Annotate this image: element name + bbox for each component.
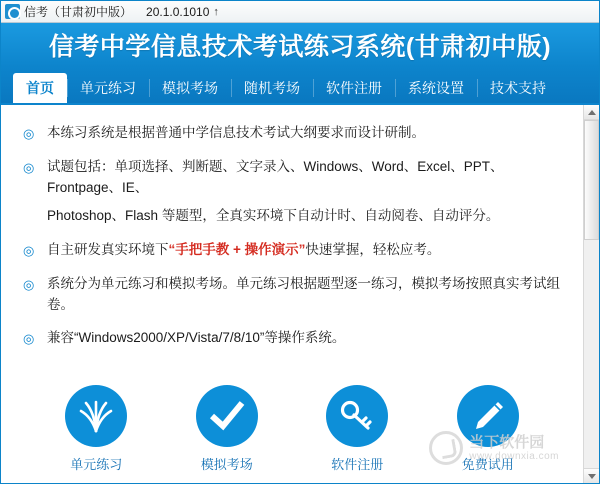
list-item-highlight: “手把手教 + 操作演示” (168, 241, 306, 257)
bullet-icon: ◎ (23, 159, 35, 175)
list-item (23, 274, 567, 316)
list-item (23, 240, 567, 261)
quick-action-label: 单元练习 (70, 457, 123, 472)
list-item (23, 123, 567, 144)
list-item-text-tail: 快速掌握，轻松应考。 (305, 241, 441, 257)
list-item-text-continued: Photoshop、Flash 等题型，全真实环境下自动计时、自动阅卷、自动评分。 (47, 207, 500, 223)
tab-system-settings[interactable]: 系统设置 (395, 73, 477, 103)
tab-software-register[interactable]: 软件注册 (313, 73, 395, 103)
scroll-down-button[interactable] (584, 468, 599, 483)
scroll-thumb[interactable] (584, 120, 599, 240)
pencil-icon (457, 385, 519, 447)
bullet-icon: ◎ (23, 126, 35, 141)
quick-action-unit-practice[interactable] (41, 385, 151, 473)
header-banner (1, 23, 599, 67)
page-title: 信考中学信息技术考试练习系统(甘肃初中版) (48, 33, 552, 61)
bullet-icon: ◎ (23, 276, 35, 292)
grass-icon (65, 385, 127, 447)
upload-arrow-icon: ↑ (213, 5, 219, 18)
quick-action-row (1, 367, 583, 473)
list-item-text: 系统分为单元练习和模拟考场。单元练习根据题型逐一练习，模拟考场按照真实考试组卷。 (47, 275, 560, 312)
content-inner (1, 105, 583, 483)
scroll-up-button[interactable] (584, 105, 599, 120)
list-item-text: 本练习系统是根据普通中学信息技术考试大纲要求而设计研制。 (47, 125, 425, 140)
quick-action-label: 模拟考场 (200, 457, 253, 472)
vertical-scrollbar[interactable] (583, 105, 599, 483)
bullet-icon: ◎ (23, 331, 35, 347)
list-item (23, 157, 567, 227)
tab-random-exam[interactable]: 随机考场 (231, 73, 313, 103)
quick-action-register[interactable] (302, 385, 412, 473)
check-icon (196, 385, 258, 447)
list-item (23, 328, 567, 349)
tab-mock-exam[interactable]: 模拟考场 (149, 73, 231, 103)
tab-home[interactable]: 首页 (13, 73, 67, 103)
key-icon (326, 385, 388, 447)
title-bar (1, 1, 599, 23)
quick-action-label: 免费试用 (461, 457, 514, 472)
tab-unit-practice[interactable]: 单元练习 (67, 73, 149, 103)
main-navigation (1, 67, 599, 103)
list-item-text: 兼容“Windows2000/XP/Vista/7/8/10”等操作系统。 (47, 330, 346, 346)
quick-action-mock-exam[interactable] (172, 385, 282, 473)
list-item-text: 自主研发真实环境下 (47, 241, 169, 257)
window-title: 信考（甘肃初中版） (24, 5, 133, 19)
watermark-url: www.downxia.com (469, 450, 559, 462)
watermark-title: 当下软件园 (469, 433, 545, 451)
feature-description-list (23, 123, 567, 349)
window-version: 20.1.0.1010 (146, 4, 210, 19)
content-area (1, 103, 599, 483)
quick-action-label: 软件注册 (331, 457, 384, 472)
app-circle-icon (5, 4, 20, 19)
list-item-text: 试题包括：单项选择、判断题、文字录入、Windows、Word、Excel、PPT、Frontpage、IE、 (47, 158, 504, 195)
quick-action-free-trial[interactable] (433, 385, 543, 473)
bullet-icon: ◎ (23, 242, 35, 258)
tab-tech-support[interactable]: 技术支持 (477, 73, 559, 103)
